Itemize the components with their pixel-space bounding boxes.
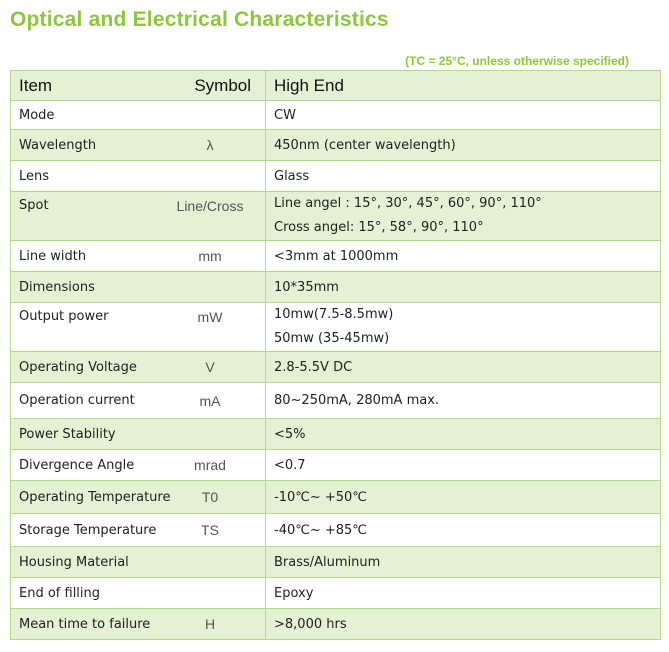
- row-value: <5%: [274, 426, 306, 442]
- row-item-label: Mean time to failure: [19, 616, 151, 632]
- table-row: [11, 130, 661, 161]
- test-condition-note: (TC = 25°C, unless otherwise specified): [405, 54, 629, 68]
- table-row: [11, 192, 661, 241]
- page-title: Optical and Electrical Characteristics: [10, 8, 389, 31]
- row-value-cell: [266, 481, 661, 514]
- row-symbol: mrad: [194, 457, 226, 473]
- row-symbol: mW: [197, 309, 223, 325]
- table-row: [11, 481, 661, 514]
- row-value-cell: [266, 272, 661, 303]
- row-item-label: Mode: [19, 107, 55, 123]
- row-symbol: mm: [198, 248, 222, 264]
- row-item-cell: [11, 578, 266, 609]
- row-symbol: Line/Cross: [176, 198, 244, 214]
- characteristics-table: [10, 70, 661, 640]
- row-item-label: Operating Voltage: [19, 359, 137, 375]
- row-value: 2.8-5.5V DC: [274, 359, 353, 375]
- header-value: High End: [266, 71, 661, 101]
- row-value: 80~250mA, 280mA max.: [274, 393, 440, 408]
- row-value-cell: [266, 192, 661, 241]
- table-body: [11, 101, 661, 640]
- row-value: <3mm at 1000mm: [274, 248, 399, 264]
- row-value: 10mw(7.5-8.5mw): [274, 307, 394, 322]
- row-item-cell: [11, 450, 266, 481]
- table-row: [11, 578, 661, 609]
- row-value: Glass: [274, 168, 310, 184]
- row-item-cell: [11, 241, 266, 272]
- row-item-label: Divergence Angle: [19, 457, 135, 473]
- header-item: Item: [19, 75, 53, 95]
- row-item-label: Housing Material: [19, 554, 129, 570]
- row-item-cell: [11, 514, 266, 547]
- row-value-cell: [266, 419, 661, 450]
- row-value: Brass/Aluminum: [274, 554, 381, 570]
- row-value-cell: [266, 101, 661, 130]
- row-value: Cross angel: 15°, 58°, 90°, 110°: [274, 220, 484, 235]
- row-value: 10*35mm: [274, 279, 339, 295]
- row-symbol: T0: [201, 489, 219, 505]
- row-item-label: End of filling: [19, 585, 101, 601]
- row-symbol: TS: [201, 522, 219, 538]
- row-value-cell: [266, 352, 661, 383]
- row-item-cell: [11, 161, 266, 192]
- row-item-label: Power Stability: [19, 426, 116, 442]
- table-row: [11, 609, 661, 640]
- row-value: 50mw (35-45mw): [274, 331, 390, 346]
- row-item-cell: [11, 481, 266, 514]
- row-value-cell: [266, 130, 661, 161]
- row-item-cell: [11, 547, 266, 578]
- row-item-cell: [11, 419, 266, 450]
- row-value: Epoxy: [274, 585, 314, 601]
- table-row: [11, 241, 661, 272]
- row-item-cell: [11, 130, 266, 161]
- row-value: Line angel : 15°, 30°, 45°, 60°, 90°, 110°: [274, 196, 542, 211]
- row-value-cell: [266, 578, 661, 609]
- row-symbol: V: [205, 359, 215, 375]
- row-value: <0.7: [274, 457, 306, 473]
- header-symbol: Symbol: [194, 76, 251, 95]
- row-item-cell: [11, 383, 266, 419]
- header-item-symbol: [11, 71, 266, 101]
- row-value: CW: [274, 107, 296, 123]
- table-row: [11, 547, 661, 578]
- row-item-cell: [11, 303, 266, 352]
- row-item-label: Wavelength: [19, 137, 97, 153]
- table-header-row: [11, 71, 661, 101]
- row-value: -40℃~ +85℃: [274, 522, 367, 538]
- row-symbol: mA: [199, 392, 221, 409]
- row-item-label: Dimensions: [19, 279, 95, 295]
- row-value: -10℃~ +50℃: [274, 489, 367, 505]
- row-item-label: Storage Temperature: [19, 522, 157, 538]
- table-row: [11, 383, 661, 419]
- row-item-cell: [11, 272, 266, 303]
- row-symbol: H: [204, 616, 216, 632]
- row-value-cell: [266, 547, 661, 578]
- table-row: [11, 303, 661, 352]
- row-item-cell: [11, 192, 266, 241]
- row-item-label: Lens: [19, 168, 50, 184]
- table-row: [11, 352, 661, 383]
- row-item-cell: [11, 352, 266, 383]
- row-value-cell: [266, 514, 661, 547]
- row-value-cell: [266, 609, 661, 640]
- row-value: 450nm (center wavelength): [274, 137, 456, 153]
- row-item-cell: [11, 101, 266, 130]
- row-symbol: λ: [206, 137, 214, 153]
- row-value-cell: [266, 383, 661, 419]
- table-row: [11, 272, 661, 303]
- row-value-cell: [266, 161, 661, 192]
- table-row: [11, 101, 661, 130]
- table-row: [11, 514, 661, 547]
- table-row: [11, 450, 661, 481]
- row-item-label: Output power: [19, 309, 109, 324]
- row-value: >8,000 hrs: [274, 616, 347, 632]
- table-row: [11, 419, 661, 450]
- table-row: [11, 161, 661, 192]
- row-item-label: Line width: [19, 248, 87, 264]
- row-value-cell: [266, 450, 661, 481]
- row-value-cell: [266, 241, 661, 272]
- row-item-label: Operating Temperature: [19, 489, 171, 505]
- row-item-label: Spot: [19, 198, 49, 213]
- row-value-cell: [266, 303, 661, 352]
- row-item-label: Operation current: [19, 393, 135, 408]
- row-item-cell: [11, 609, 266, 640]
